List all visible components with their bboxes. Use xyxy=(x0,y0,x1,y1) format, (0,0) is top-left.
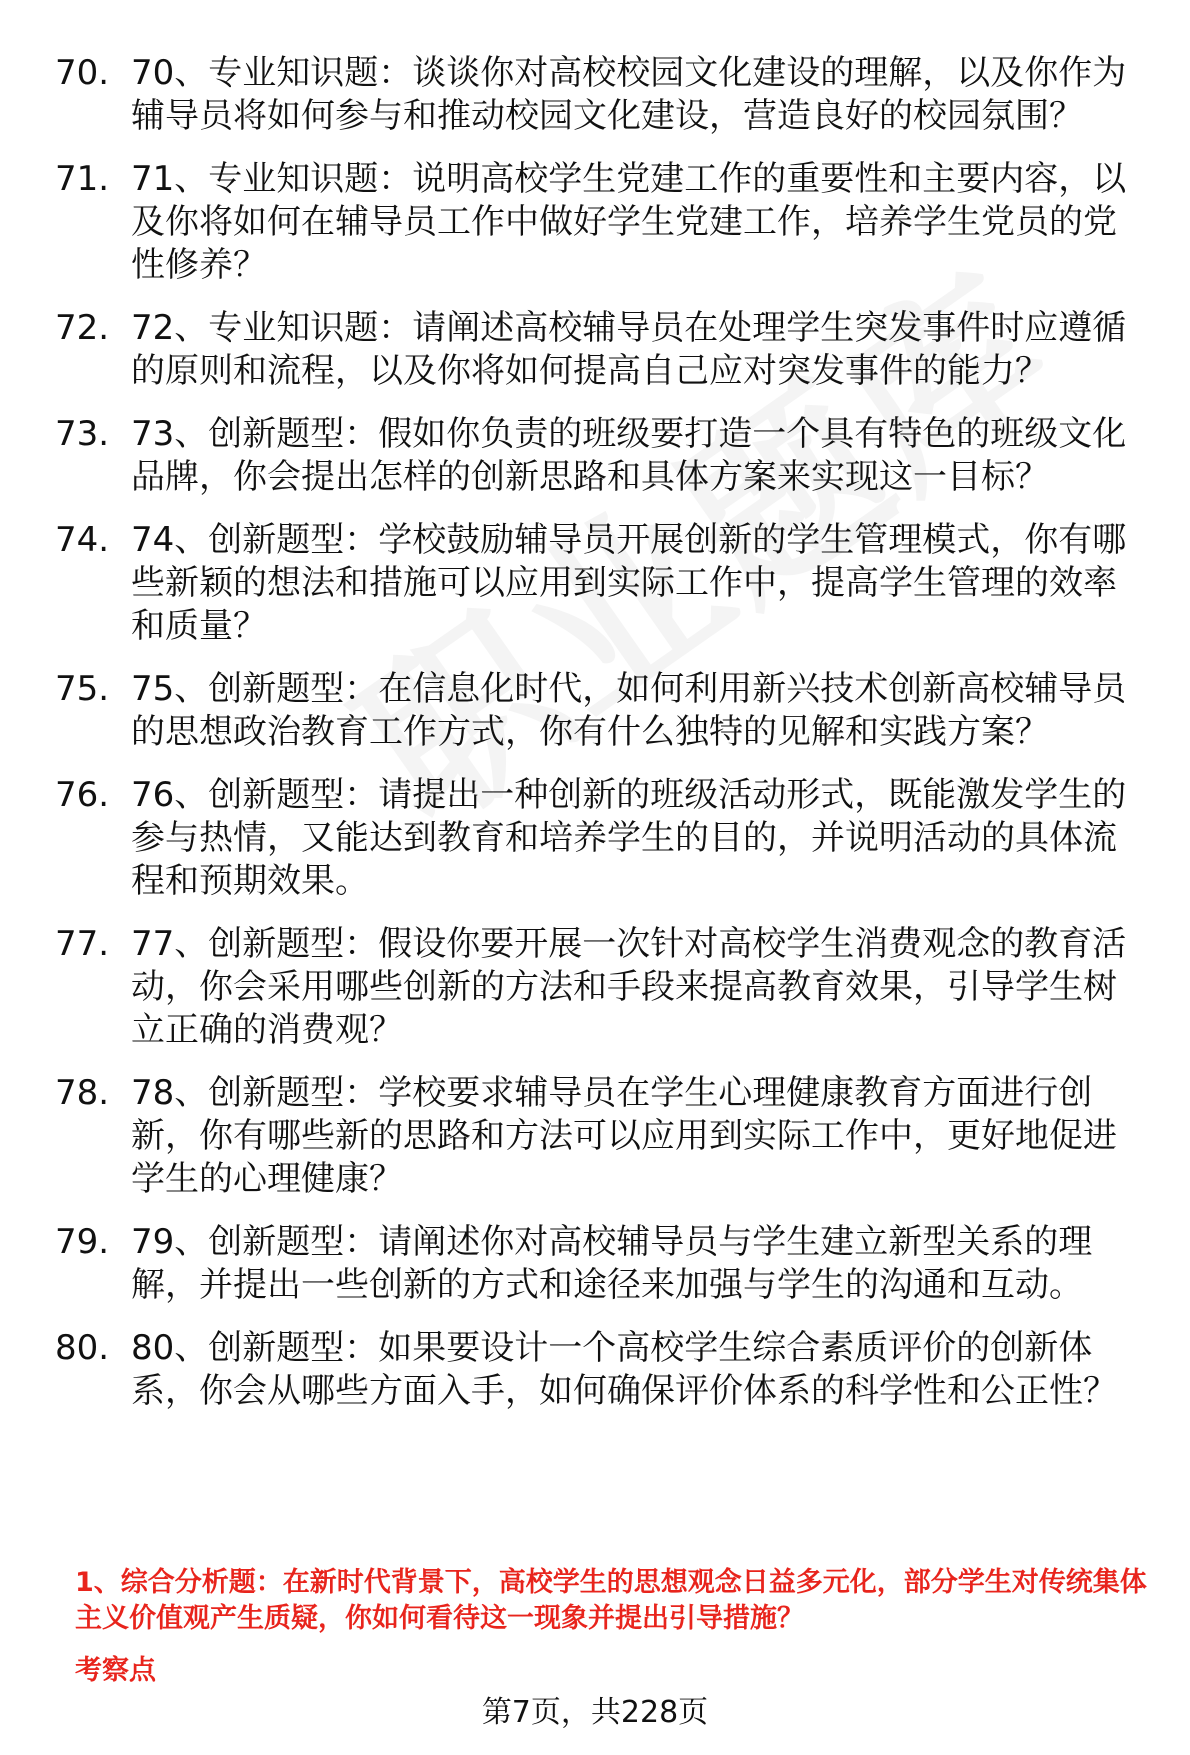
question-text: 72、专业知识题：请阐述高校辅导员在处理学生突发事件时应遵循的原则和流程，以及你将如何提高自己应对突发事件的能力？ xyxy=(131,308,1127,391)
question-number: 76. xyxy=(55,775,110,815)
question-number: 71. xyxy=(55,159,110,199)
question-list xyxy=(55,52,1155,1433)
question-item-72 xyxy=(55,307,1155,393)
page-number: 第7页，共228页 xyxy=(481,1695,709,1730)
question-number: 74. xyxy=(55,520,110,560)
question-number: 80. xyxy=(55,1328,110,1368)
question-number: 72. xyxy=(55,308,110,348)
question-item-78 xyxy=(55,1072,1155,1201)
question-number: 79. xyxy=(55,1222,110,1262)
question-item-74 xyxy=(55,519,1155,648)
question-item-79 xyxy=(55,1221,1155,1307)
question-text: 77、创新题型：假设你要开展一次针对高校学生消费观念的教育活动，你会采用哪些创新的方法和手段来提高教育效果，引导学生树立正确的消费观？ xyxy=(131,924,1127,1050)
question-number: 77. xyxy=(55,924,110,964)
question-item-77 xyxy=(55,923,1155,1052)
question-item-80 xyxy=(55,1327,1155,1413)
question-text: 79、创新题型：请阐述你对高校辅导员与学生建立新型关系的理解，并提出一些创新的方式和途径来加强与学生的沟通和互动。 xyxy=(131,1222,1093,1305)
question-text: 73、创新题型：假如你负责的班级要打造一个具有特色的班级文化品牌，你会提出怎样的创新思路和具体方案来实现这一目标？ xyxy=(131,414,1127,497)
question-item-76 xyxy=(55,774,1155,903)
question-text: 75、创新题型：在信息化时代，如何利用新兴技术创新高校辅导员的思想政治教育工作方式，你有什么独特的见解和实践方案？ xyxy=(131,669,1127,752)
section-label-kaochadian: 考察点 xyxy=(75,1655,156,1686)
question-number: 78. xyxy=(55,1073,110,1113)
question-item-75 xyxy=(55,668,1155,754)
question-item-71 xyxy=(55,158,1155,287)
question-text: 71、专业知识题：说明高校学生党建工作的重要性和主要内容，以及你将如何在辅导员工作中做好学生党建工作，培养学生党员的党性修养？ xyxy=(131,159,1127,285)
question-text: 76、创新题型：请提出一种创新的班级活动形式，既能激发学生的参与热情，又能达到教育和培养学生的目的，并说明活动的具体流程和预期效果。 xyxy=(131,775,1127,901)
question-text: 80、创新题型：如果要设计一个高校学生综合素质评价的创新体系，你会从哪些方面入手，如何确保评价体系的科学性和公正性？ xyxy=(131,1328,1117,1411)
question-number: 70. xyxy=(55,53,110,93)
question-text: 78、创新题型：学校要求辅导员在学生心理健康教育方面进行创新，你有哪些新的思路和方法可以应用到实际工作中，更好地促进学生的心理健康？ xyxy=(131,1073,1117,1199)
question-number: 75. xyxy=(55,669,110,709)
question-number: 73. xyxy=(55,414,110,454)
question-text: 70、专业知识题：谈谈你对高校校园文化建设的理解，以及你作为辅导员将如何参与和推动校园文化建设，营造良好的校园氛围？ xyxy=(131,53,1127,136)
question-item-70 xyxy=(55,52,1155,138)
question-text: 74、创新题型：学校鼓励辅导员开展创新的学生管理模式，你有哪些新颖的想法和措施可以应用到实际工作中，提高学生管理的效率和质量？ xyxy=(131,520,1127,646)
analysis-question: 1、综合分析题：在新时代背景下，高校学生的思想观念日益多元化，部分学生对传统集体主义价值观产生质疑，你如何看待这一现象并提出引导措施？ xyxy=(75,1567,1147,1634)
question-item-73 xyxy=(55,413,1155,499)
